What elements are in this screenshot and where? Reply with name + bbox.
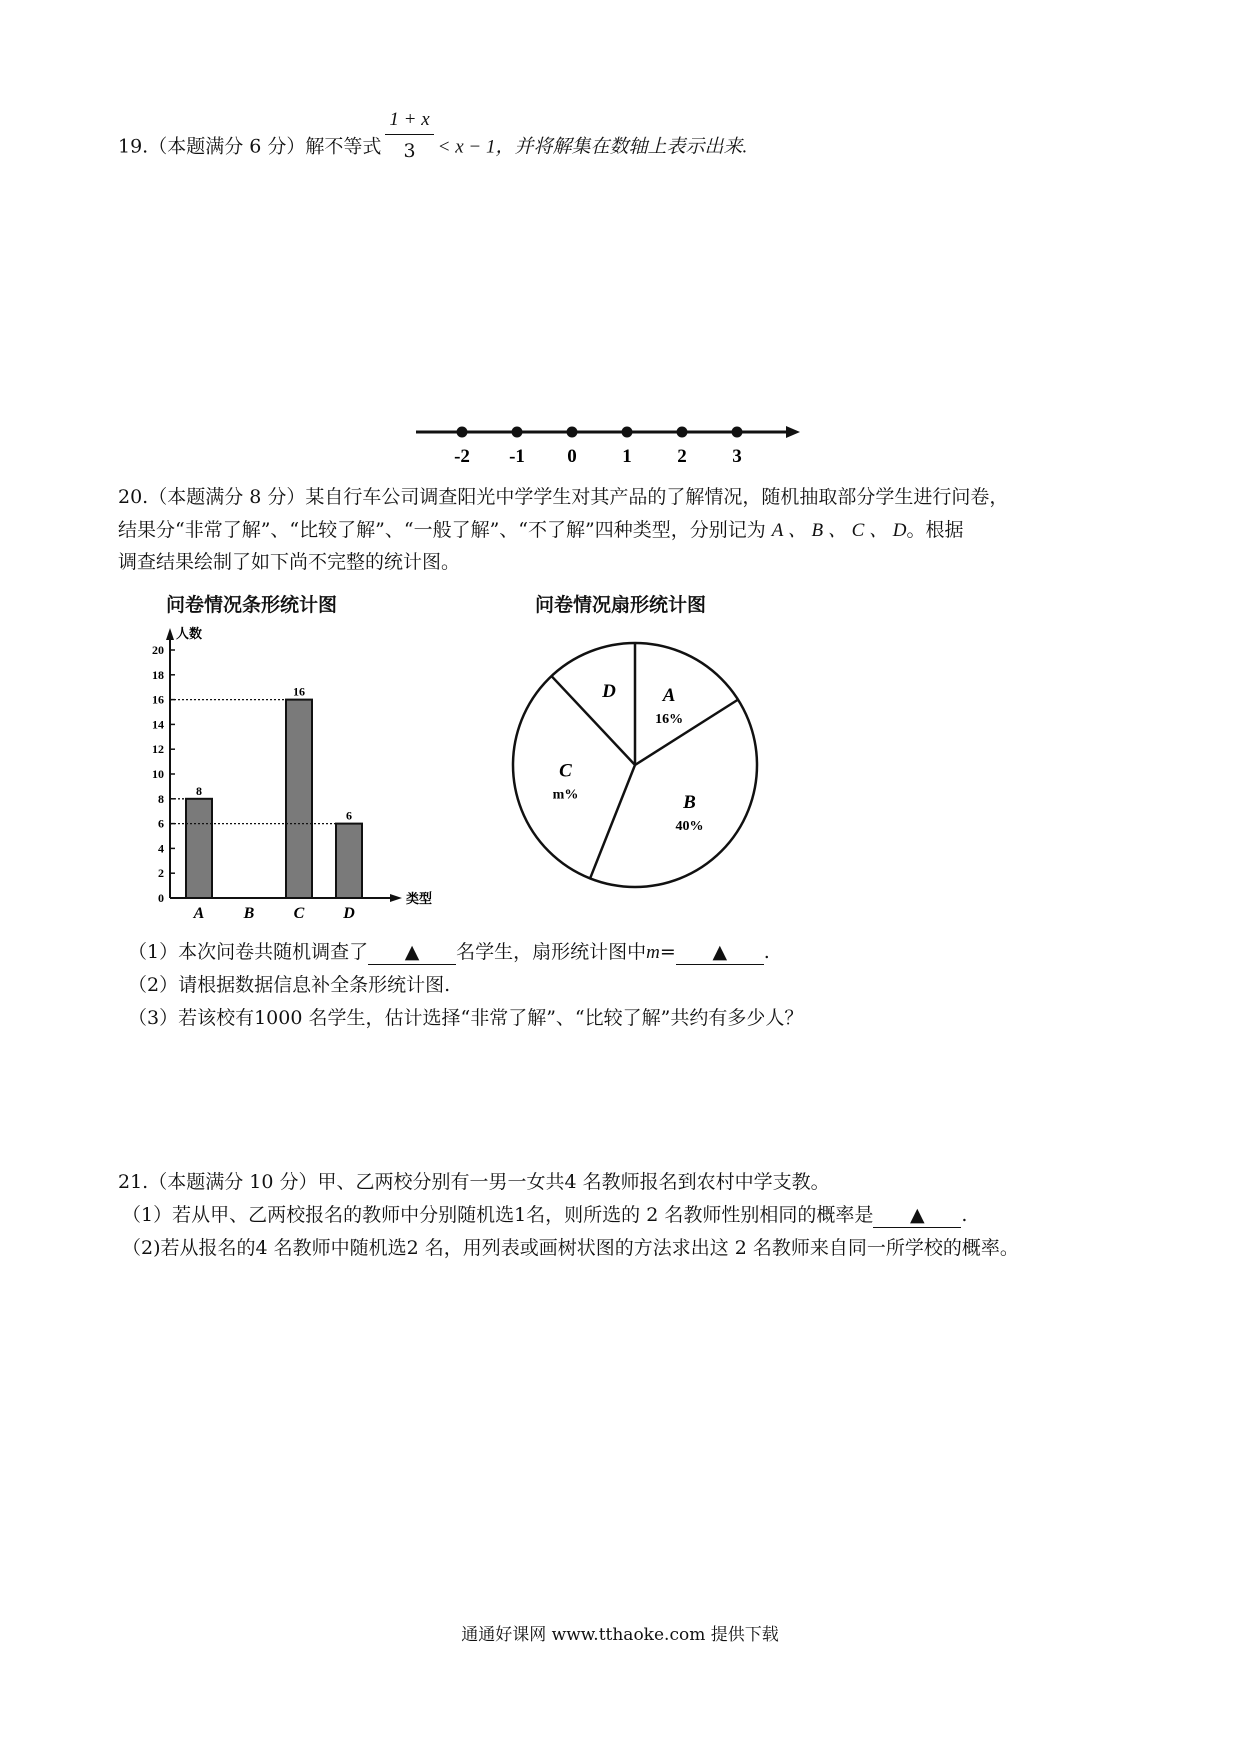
number-line-point xyxy=(457,427,468,438)
bar xyxy=(336,824,362,898)
number-line-label: -2 xyxy=(454,446,470,467)
bar-y-tick-label: 4 xyxy=(158,841,164,856)
q20-line1: 20.（本题满分 8 分）某自行车公司调查阳光中学学生对其产品的了解情况，随机抽取部分学生进行问卷， xyxy=(118,486,1009,508)
pie-slice-value: m% xyxy=(552,787,579,803)
bar-y-label: 人数 xyxy=(176,626,203,641)
pie-slice-label: C xyxy=(559,760,572,782)
q21-blank[interactable] xyxy=(873,1203,961,1228)
bar-category-label: C xyxy=(293,905,305,922)
bar-chart xyxy=(130,620,450,922)
number-line-point xyxy=(677,427,688,438)
bar-category-label: A xyxy=(193,905,205,922)
bar-category-label: B xyxy=(243,905,255,922)
q19-frac-num: 1 + x xyxy=(385,108,433,135)
bar-data-label: 8 xyxy=(196,783,202,798)
bar-x-arrow xyxy=(390,894,402,902)
pie-slice-value: 16% xyxy=(655,711,684,727)
number-line-label: 2 xyxy=(677,446,687,467)
bar-y-tick-label: 8 xyxy=(158,791,164,806)
bar-y-tick-label: 20 xyxy=(152,643,164,657)
bar-x-label: 类型 xyxy=(406,891,433,906)
q20-sub2: （2）请根据数据信息补全条形统计图. xyxy=(128,974,451,996)
q20-sub1-m: m xyxy=(646,942,660,963)
q19-after-frac: < x − 1，并将解集在数轴上表示出来. xyxy=(437,136,748,158)
bar-data-label: 16 xyxy=(293,684,305,699)
q20-sub1 xyxy=(128,940,770,965)
bar-y-tick-label: 18 xyxy=(152,667,164,682)
q20-line2-c: 。根据 xyxy=(906,519,964,541)
bar-y-tick-label: 10 xyxy=(152,767,164,781)
pie-slice-label: D xyxy=(602,681,616,703)
number-line-label: 1 xyxy=(622,446,632,467)
q20-sub3: （3）若该校有1000 名学生，估计选择“非常了解”、“比较了解”共约有多少人？ xyxy=(128,1007,804,1029)
bar-y-tick-label: 12 xyxy=(152,742,164,757)
bar-y-tick-label: 0 xyxy=(158,891,164,905)
bar-y-tick-label: 16 xyxy=(152,692,164,707)
number-line-point xyxy=(512,427,523,438)
bar xyxy=(186,799,212,898)
blank-mark: ▲ xyxy=(404,941,420,963)
bar-category-label: D xyxy=(343,905,355,922)
q20-blank-m[interactable] xyxy=(676,940,764,965)
q19-frac-den: 3 xyxy=(403,140,416,162)
number-line-point xyxy=(567,427,578,438)
q21-line1: 21.（本题满分 10 分）甲、乙两校分别有一男一女共4 名教师报名到农村中学支教。 xyxy=(118,1171,830,1193)
number-line-label: 0 xyxy=(567,446,577,467)
q20-sub1-a: （1）本次问卷共随机调查了 xyxy=(128,941,369,963)
q20-line2-a: 结果分“非常了解”、“比较了解”、“一般了解”、“不了解”四种类型，分别记为 xyxy=(118,519,766,541)
bar xyxy=(286,700,312,898)
q19-prefix: 19.（本题满分 6 分）解不等式 xyxy=(118,135,382,158)
bar-chart-title: 问卷情况条形统计图 xyxy=(166,594,338,616)
blank-mark: ▲ xyxy=(712,941,728,963)
pie-chart xyxy=(500,630,770,900)
q20-line3: 调查结果绘制了如下尚不完整的统计图。 xyxy=(118,551,461,573)
bar-data-label: 6 xyxy=(346,808,352,823)
number-line-point xyxy=(732,427,743,438)
pie-slice-value: 40% xyxy=(675,819,704,835)
bar-y-tick-label: 14 xyxy=(152,717,164,732)
number-line-label: -1 xyxy=(509,446,525,467)
q20-blank-count[interactable] xyxy=(368,940,456,965)
number-line-point xyxy=(622,427,633,438)
pie-slice-label: A xyxy=(662,684,676,706)
q20-line2-letters: A 、 B 、 C 、 D xyxy=(771,520,907,541)
q20-sub1-end: . xyxy=(763,941,770,963)
q21-sub2: （2)若从报名的4 名教师中随机选2 名，用列表或画树状图的方法求出这 2 名教师来自同一所学校的概率。 xyxy=(122,1237,1019,1259)
q19-fraction xyxy=(385,108,433,163)
q19-line xyxy=(118,109,748,175)
q20-sub1-eq: = xyxy=(659,941,676,963)
number-line xyxy=(400,410,820,470)
blank-mark: ▲ xyxy=(910,1204,925,1226)
q20-line2 xyxy=(118,518,964,543)
bar-y-arrow xyxy=(166,628,174,640)
q20-sub1-b: 名学生，扇形统计图中 xyxy=(456,941,647,963)
number-line-label: 3 xyxy=(732,446,742,467)
q21-sub1-end: . xyxy=(961,1204,968,1226)
footer: 通通好课网 www.tthaoke.com 提供下载 xyxy=(461,1625,779,1645)
bar-y-tick-label: 6 xyxy=(158,816,164,831)
q21-sub1 xyxy=(122,1203,967,1228)
bar-y-tick-label: 2 xyxy=(158,866,164,881)
q21-sub1-a: （1）若从甲、乙两校报名的教师中分别随机选1名，则所选的 2 名教师性别相同的概率是 xyxy=(122,1204,874,1226)
pie-chart-title: 问卷情况扇形统计图 xyxy=(535,594,707,616)
pie-slice-label: B xyxy=(683,792,696,814)
